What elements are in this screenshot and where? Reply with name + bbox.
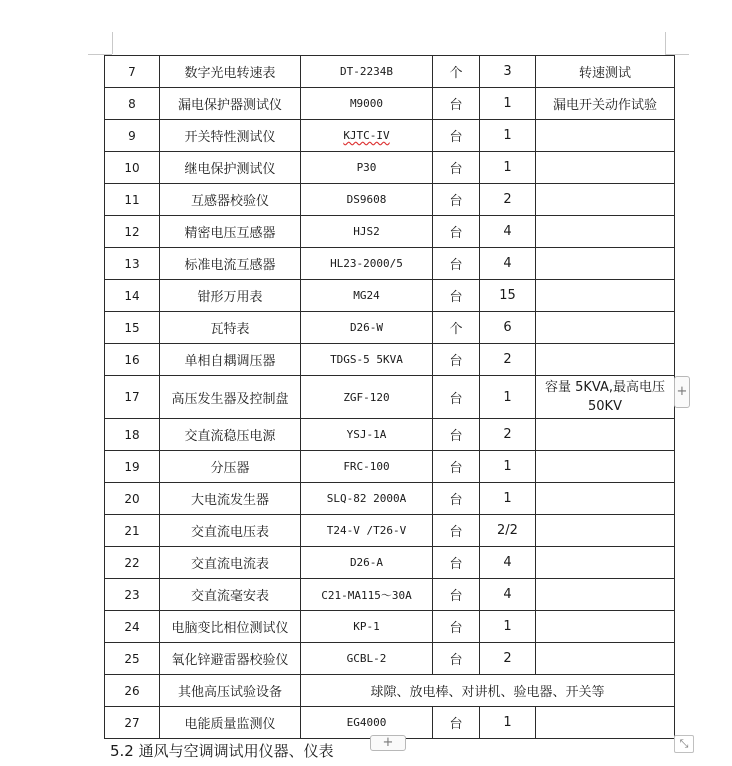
cell-number[interactable]: 12 (105, 216, 160, 248)
cell-model[interactable]: D26-A (301, 547, 433, 579)
cell-model[interactable]: YSJ-1A (301, 419, 433, 451)
cell-remark[interactable]: 容量 5KVA,最高电压 50KV (536, 376, 675, 419)
cell-remark[interactable] (536, 515, 675, 547)
cell-equipment-name[interactable]: 电能质量监测仪 (160, 707, 301, 739)
cell-equipment-name[interactable]: 交直流稳压电源 (160, 419, 301, 451)
equipment-table (104, 55, 675, 739)
table-row (105, 643, 675, 675)
cell-number[interactable]: 9 (105, 120, 160, 152)
cell-unit[interactable]: 台 (433, 376, 480, 419)
page-corner-mark-right (665, 32, 666, 54)
table-row (105, 184, 675, 216)
cell-remark[interactable]: 转速测试 (536, 56, 675, 88)
cell-quantity[interactable]: 6 (480, 312, 536, 344)
cell-equipment-name[interactable]: 大电流发生器 (160, 483, 301, 515)
cell-model[interactable]: EG4000 (301, 707, 433, 739)
table-resize-handle[interactable]: ⤡ (674, 735, 694, 753)
cell-quantity[interactable]: 4 (480, 547, 536, 579)
cell-remark[interactable] (536, 547, 675, 579)
cell-equipment-name[interactable]: 氧化锌避雷器校验仪 (160, 643, 301, 675)
cell-quantity[interactable]: 1 (480, 88, 536, 120)
cell-model[interactable]: M9000 (301, 88, 433, 120)
equipment-table-body (105, 56, 675, 739)
cell-equipment-name[interactable]: 其他高压试验设备 (160, 675, 301, 707)
cell-unit[interactable]: 台 (433, 216, 480, 248)
cell-quantity[interactable]: 2 (480, 643, 536, 675)
cell-model[interactable]: DS9608 (301, 184, 433, 216)
cell-number[interactable]: 21 (105, 515, 160, 547)
cell-unit[interactable]: 台 (433, 611, 480, 643)
cell-equipment-name[interactable]: 继电保护测试仪 (160, 152, 301, 184)
cell-quantity[interactable]: 1 (480, 611, 536, 643)
cell-equipment-name[interactable]: 互感器校验仪 (160, 184, 301, 216)
table-row (105, 451, 675, 483)
cell-quantity[interactable]: 3 (480, 56, 536, 88)
cell-number[interactable]: 10 (105, 152, 160, 184)
cell-remark[interactable] (536, 280, 675, 312)
cell-quantity[interactable]: 1 (480, 707, 536, 739)
cell-model[interactable]: MG24 (301, 280, 433, 312)
cell-remark[interactable] (536, 344, 675, 376)
table-row (105, 675, 675, 707)
cell-model[interactable]: FRC-100 (301, 451, 433, 483)
cell-quantity[interactable]: 2 (480, 344, 536, 376)
cell-number[interactable]: 17 (105, 376, 160, 419)
cell-remark[interactable] (536, 707, 675, 739)
cell-remark[interactable] (536, 184, 675, 216)
cell-number[interactable]: 13 (105, 248, 160, 280)
table-row (105, 376, 675, 419)
cell-quantity[interactable]: 1 (480, 152, 536, 184)
cell-model[interactable]: P30 (301, 152, 433, 184)
table-row (105, 611, 675, 643)
page-corner-mark-left (112, 32, 113, 54)
cell-number[interactable]: 25 (105, 643, 160, 675)
cell-merged-description[interactable]: 球隙、放电棒、对讲机、验电器、开关等 (301, 675, 675, 707)
table-row (105, 483, 675, 515)
add-column-button[interactable]: + (370, 735, 406, 751)
cell-number[interactable]: 7 (105, 56, 160, 88)
cell-remark[interactable] (536, 419, 675, 451)
cell-unit[interactable]: 台 (433, 248, 480, 280)
cell-unit[interactable]: 台 (433, 120, 480, 152)
cell-model[interactable]: ZGF-120 (301, 376, 433, 419)
cell-remark[interactable] (536, 216, 675, 248)
cell-unit[interactable]: 台 (433, 643, 480, 675)
cell-number[interactable]: 26 (105, 675, 160, 707)
cell-unit[interactable]: 个 (433, 312, 480, 344)
cell-quantity[interactable]: 2 (480, 419, 536, 451)
table-row (105, 216, 675, 248)
cell-number[interactable]: 27 (105, 707, 160, 739)
cell-model[interactable]: C21-MA115～30A (301, 579, 433, 611)
cell-unit[interactable]: 台 (433, 515, 480, 547)
cell-quantity[interactable]: 15 (480, 280, 536, 312)
cell-quantity[interactable]: 1 (480, 376, 536, 419)
cell-model[interactable]: HL23-2000/5 (301, 248, 433, 280)
cell-number[interactable]: 15 (105, 312, 160, 344)
table-row (105, 579, 675, 611)
cell-quantity[interactable]: 1 (480, 483, 536, 515)
table-row (105, 280, 675, 312)
cell-number[interactable]: 16 (105, 344, 160, 376)
table-row (105, 56, 675, 88)
cell-unit[interactable]: 台 (433, 184, 480, 216)
cell-remark[interactable]: 漏电开关动作试验 (536, 88, 675, 120)
cell-number[interactable]: 19 (105, 451, 160, 483)
cell-number[interactable]: 24 (105, 611, 160, 643)
cell-model[interactable]: KP-1 (301, 611, 433, 643)
cell-equipment-name[interactable]: 交直流电流表 (160, 547, 301, 579)
cell-equipment-name[interactable]: 开关特性测试仪 (160, 120, 301, 152)
section-heading: 5.2 通风与空调调试用仪器、仪表 (110, 742, 334, 760)
cell-model[interactable]: DT-2234B (301, 56, 433, 88)
cell-equipment-name[interactable]: 电脑变比相位测试仪 (160, 611, 301, 643)
table-row (105, 707, 675, 739)
cell-remark[interactable] (536, 451, 675, 483)
cell-unit[interactable]: 台 (433, 88, 480, 120)
cell-quantity[interactable]: 4 (480, 216, 536, 248)
cell-equipment-name[interactable]: 钳形万用表 (160, 280, 301, 312)
cell-remark[interactable] (536, 579, 675, 611)
cell-model[interactable]: HJS2 (301, 216, 433, 248)
cell-remark[interactable] (536, 483, 675, 515)
table-row (105, 248, 675, 280)
cell-equipment-name[interactable]: 单相自耦调压器 (160, 344, 301, 376)
cell-number[interactable]: 8 (105, 88, 160, 120)
cell-number[interactable]: 11 (105, 184, 160, 216)
cell-model[interactable]: D26-W (301, 312, 433, 344)
cell-model[interactable]: TDGS-5 5KVA (301, 344, 433, 376)
cell-unit[interactable]: 台 (433, 280, 480, 312)
table-row (105, 152, 675, 184)
cell-equipment-name[interactable]: 数字光电转速表 (160, 56, 301, 88)
table-row (105, 515, 675, 547)
cell-number[interactable]: 14 (105, 280, 160, 312)
cell-model[interactable]: KJTC-IV (301, 120, 433, 152)
cell-unit[interactable]: 台 (433, 483, 480, 515)
cell-remark[interactable] (536, 248, 675, 280)
cell-unit[interactable]: 台 (433, 579, 480, 611)
cell-quantity[interactable]: 1 (480, 120, 536, 152)
cell-quantity[interactable]: 2/2 (480, 515, 536, 547)
cell-model[interactable]: GCBL-2 (301, 643, 433, 675)
cell-equipment-name[interactable]: 交直流电压表 (160, 515, 301, 547)
cell-unit[interactable]: 台 (433, 547, 480, 579)
cell-number[interactable]: 23 (105, 579, 160, 611)
table-row (105, 344, 675, 376)
cell-equipment-name[interactable]: 高压发生器及控制盘 (160, 376, 301, 419)
cell-equipment-name[interactable]: 精密电压互感器 (160, 216, 301, 248)
cell-quantity[interactable]: 4 (480, 248, 536, 280)
table-row (105, 120, 675, 152)
table-row (105, 419, 675, 451)
table-row (105, 547, 675, 579)
cell-unit[interactable]: 台 (433, 152, 480, 184)
cell-number[interactable]: 18 (105, 419, 160, 451)
cell-unit[interactable]: 台 (433, 419, 480, 451)
cell-model[interactable]: SLQ-82 2000A (301, 483, 433, 515)
cell-unit[interactable]: 个 (433, 56, 480, 88)
table-row (105, 88, 675, 120)
add-row-button[interactable]: + (674, 376, 690, 408)
cell-unit[interactable]: 台 (433, 344, 480, 376)
cell-equipment-name[interactable]: 分压器 (160, 451, 301, 483)
cell-remark[interactable] (536, 120, 675, 152)
cell-unit[interactable]: 台 (433, 707, 480, 739)
cell-quantity[interactable]: 4 (480, 579, 536, 611)
cell-quantity[interactable]: 2 (480, 184, 536, 216)
cell-quantity[interactable]: 1 (480, 451, 536, 483)
cell-equipment-name[interactable]: 漏电保护器测试仪 (160, 88, 301, 120)
cell-equipment-name[interactable]: 标准电流互感器 (160, 248, 301, 280)
cell-model[interactable]: T24-V /T26-V (301, 515, 433, 547)
cell-remark[interactable] (536, 312, 675, 344)
cell-number[interactable]: 20 (105, 483, 160, 515)
cell-unit[interactable]: 台 (433, 451, 480, 483)
cell-remark[interactable] (536, 643, 675, 675)
cell-equipment-name[interactable]: 交直流毫安表 (160, 579, 301, 611)
cell-remark[interactable] (536, 152, 675, 184)
cell-remark[interactable] (536, 611, 675, 643)
table-row (105, 312, 675, 344)
cell-number[interactable]: 22 (105, 547, 160, 579)
cell-equipment-name[interactable]: 瓦特表 (160, 312, 301, 344)
